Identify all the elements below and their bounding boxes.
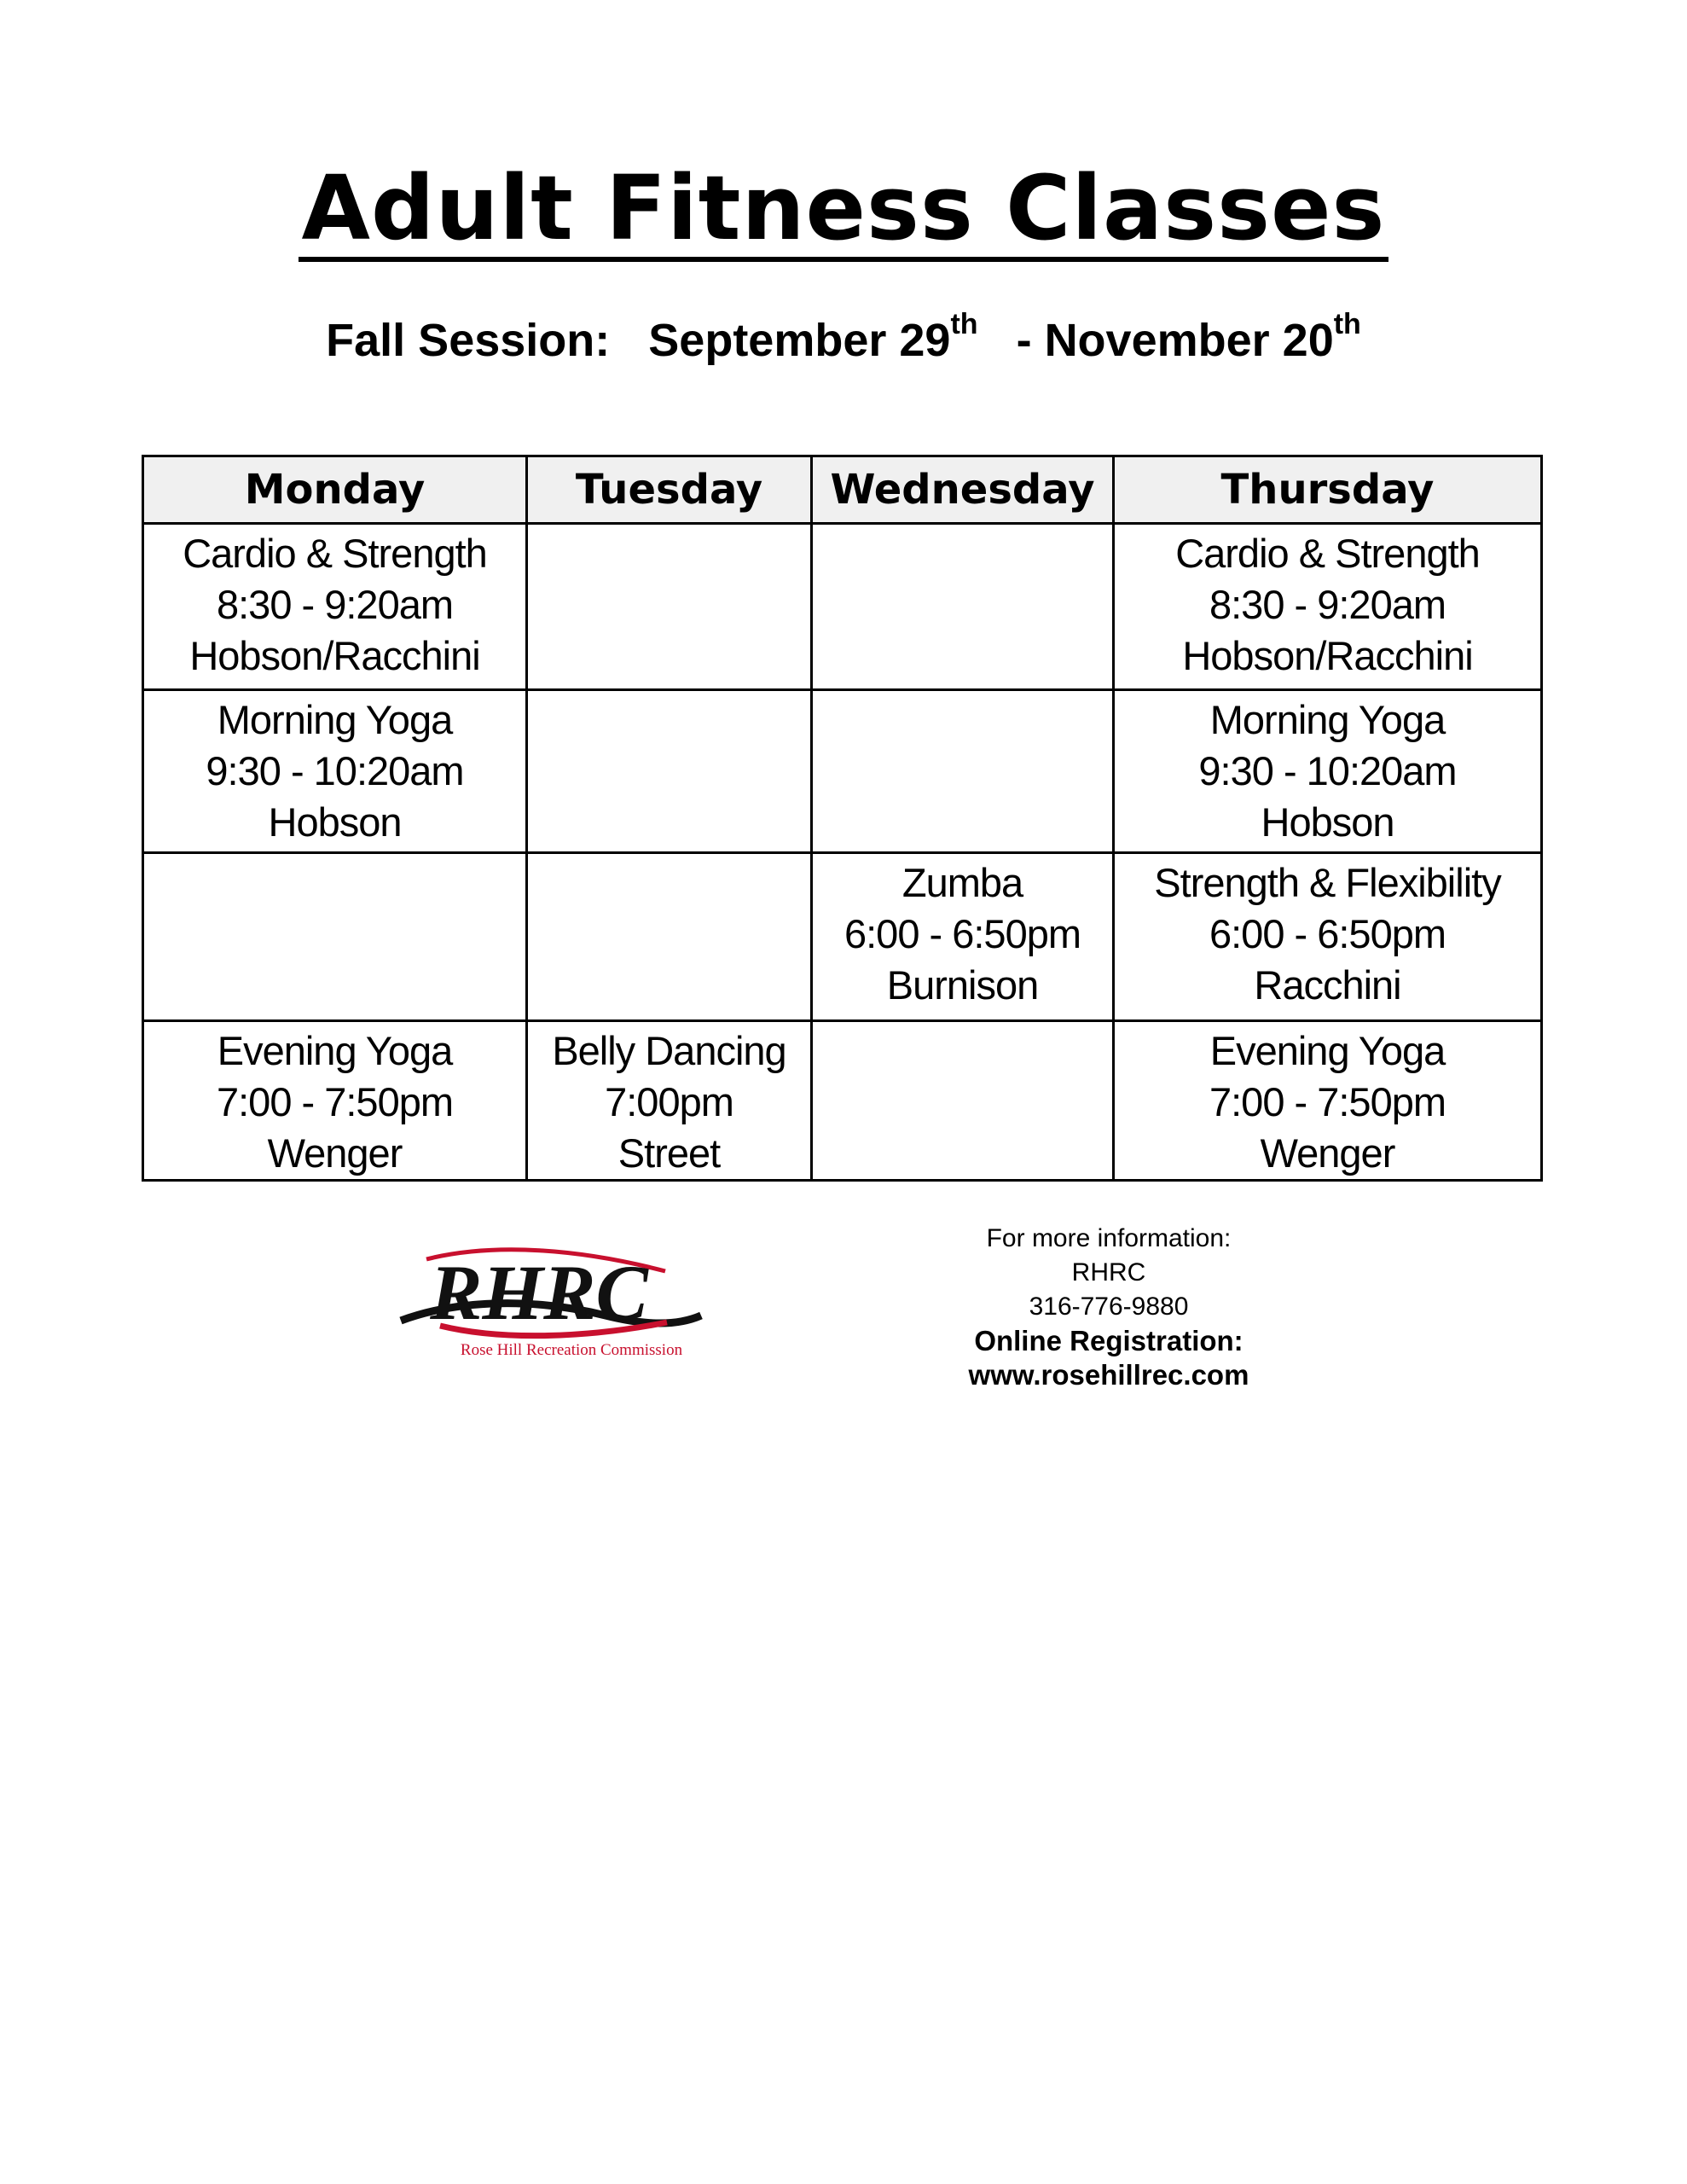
rhrc-logo-icon: [392, 1246, 716, 1365]
class-cell-tuesday: [527, 524, 812, 690]
column-header-wednesday: Wednesday: [812, 456, 1114, 524]
more-info-label: For more information:: [986, 1224, 1232, 1252]
class-cell-wednesday: [812, 524, 1114, 690]
class-instructor: Wenger: [267, 1130, 403, 1176]
class-instructor: Hobson/Racchini: [189, 633, 480, 678]
class-time: 7:00 - 7:50pm: [216, 1079, 453, 1124]
class-cell-wednesday: [812, 1021, 1114, 1181]
class-name: Morning Yoga: [217, 697, 453, 742]
session-label: Fall Session:: [326, 315, 611, 366]
class-name: Morning Yoga: [1209, 697, 1446, 742]
page-title: [0, 156, 1687, 262]
column-header-thursday: Thursday: [1114, 456, 1542, 524]
class-cell-thursday: [1114, 1021, 1542, 1181]
class-cell-thursday: [1114, 524, 1542, 690]
class-name: Evening Yoga: [217, 1028, 453, 1073]
phone-number: 316-776-9880: [1029, 1292, 1189, 1321]
class-time: 6:00 - 6:50pm: [844, 911, 1081, 956]
class-cell-tuesday: [527, 853, 812, 1021]
class-time: 7:00 - 7:50pm: [1209, 1079, 1446, 1124]
class-cell-monday: [143, 524, 527, 690]
column-header-tuesday: Tuesday: [527, 456, 812, 524]
class-cell-tuesday: [527, 690, 812, 853]
org-name: RHRC: [1071, 1258, 1146, 1287]
class-name: Strength & Flexibility: [1154, 860, 1501, 905]
session-end-suffix: th: [1333, 308, 1361, 340]
class-cell-monday: [143, 690, 527, 853]
class-cell-monday: [143, 853, 527, 1021]
column-header-monday: Monday: [143, 456, 527, 524]
table-row: [143, 524, 1542, 690]
class-cell-thursday: [1114, 853, 1542, 1021]
registration-label: Online Registration:: [974, 1325, 1244, 1356]
class-cell-wednesday: [812, 690, 1114, 853]
table-header-row: [143, 456, 1542, 524]
class-instructor: Street: [617, 1130, 721, 1176]
class-time: 8:30 - 9:20am: [216, 582, 453, 627]
class-cell-monday: [143, 1021, 527, 1181]
class-instructor: Racchini: [1254, 962, 1401, 1008]
session-start: September 29: [648, 315, 951, 366]
class-name: Cardio & Strength: [183, 531, 487, 576]
class-time: 9:30 - 10:20am: [1198, 748, 1457, 793]
class-time: 9:30 - 10:20am: [206, 748, 464, 793]
class-cell-thursday: [1114, 690, 1542, 853]
website-link[interactable]: www.rosehillrec.com: [968, 1359, 1249, 1391]
class-name: Evening Yoga: [1209, 1028, 1446, 1073]
session-start-suffix: th: [950, 308, 978, 340]
class-instructor: Hobson: [1261, 799, 1394, 845]
logo-letters: RHRC: [430, 1249, 648, 1336]
contact-info: [896, 1222, 1322, 1392]
class-time: 8:30 - 9:20am: [1209, 582, 1446, 627]
table-row: [143, 1021, 1542, 1181]
class-instructor: Wenger: [1260, 1130, 1395, 1176]
page-title-text: Adult Fitness Classes: [299, 162, 1389, 262]
session-separator: -: [1016, 315, 1032, 366]
class-time: 6:00 - 6:50pm: [1209, 911, 1446, 956]
class-instructor: Burnison: [886, 962, 1039, 1008]
class-cell-wednesday: [812, 853, 1114, 1021]
table-row: [143, 690, 1542, 853]
class-name: Cardio & Strength: [1175, 531, 1480, 576]
rhrc-logo: [392, 1246, 716, 1365]
class-instructor: Hobson/Racchini: [1182, 633, 1473, 678]
class-cell-tuesday: [527, 1021, 812, 1181]
class-schedule-table: [142, 455, 1543, 1182]
session-dates: [0, 307, 1687, 369]
class-name: Zumba: [901, 860, 1023, 905]
class-instructor: Hobson: [268, 799, 402, 845]
class-time: 7:00pm: [605, 1079, 733, 1124]
table-row: [143, 853, 1542, 1021]
session-end: November 20: [1044, 315, 1334, 366]
class-name: Belly Dancing: [552, 1028, 786, 1073]
logo-caption: Rose Hill Recreation Commission: [460, 1341, 683, 1359]
